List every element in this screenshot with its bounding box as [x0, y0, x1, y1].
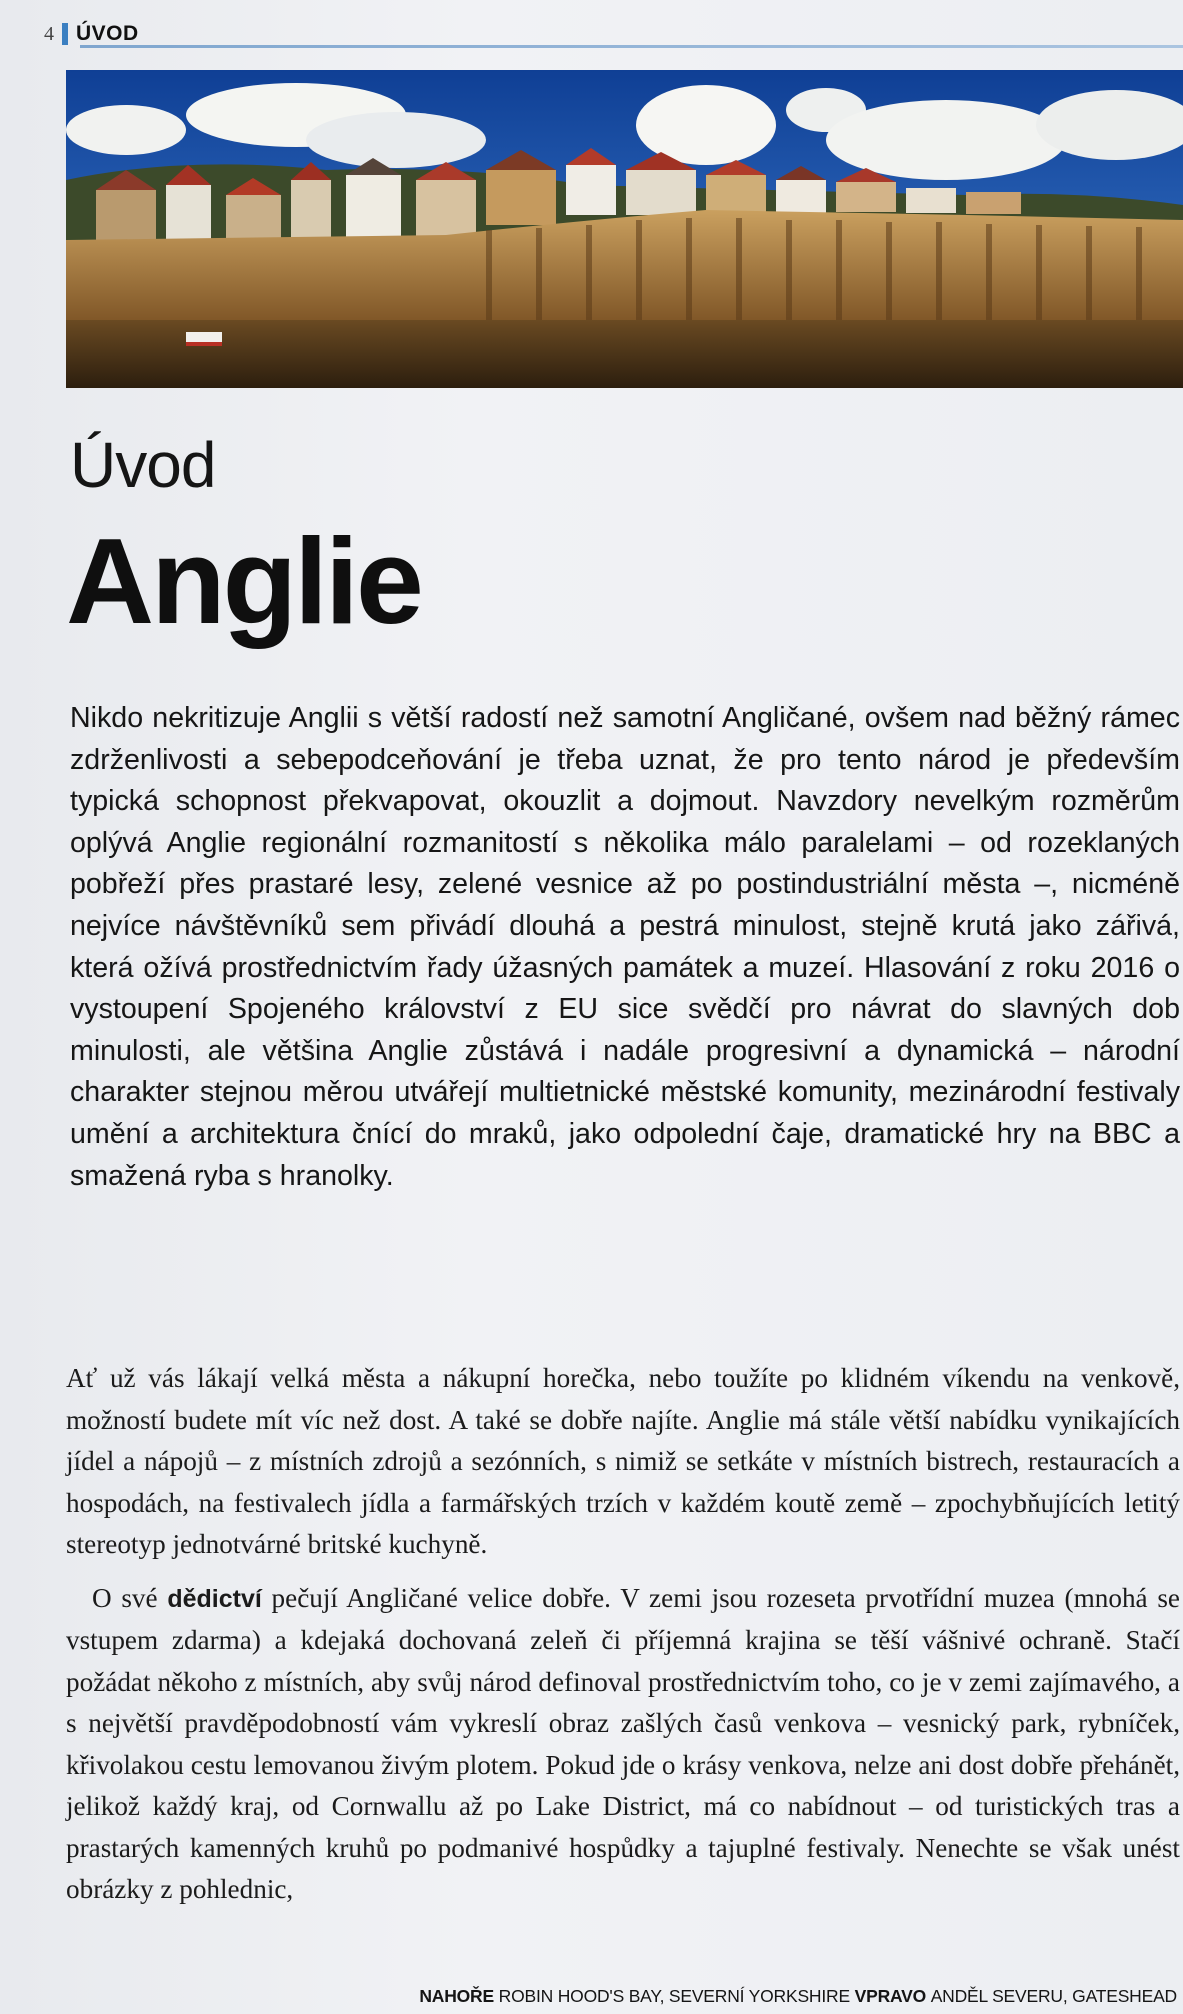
photo-illustration [66, 70, 1183, 388]
caption-text-top: ROBIN HOOD'S BAY, SEVERNÍ YORKSHIRE [498, 1986, 850, 2006]
lead-paragraph: Nikdo nekritizuje Anglii s větší radostí než samotní Angličané, ovšem nad běžný rámec zdrženlivosti a sebepodceňování je třeba uznat, že pro tento národ je především typická schopnost překvapovat, okouzlit a dojmout. Navzdory nevelkým rozměrům oplývá Anglie regionální rozmanitostí s několika málo paralelami – od rozeklaných pobřeží přes prastaré lesy, zelené vesnice až po postindustriální města –, nicméně nejvíce návštěvníků sem přivádí dlouhá a pestrá minulost, stejně krutá jako zářivá, která ožívá prostřednictvím řady úžasných památek a muzeí. Hlasování z roku 2016 o vystoupení Spojeného království z EU sice svědčí pro návrat do slavných dob minulosti, ale většina Anglie zůstává i nadále progresivní a dynamická – národní charakter stejnou měrou utvářejí multietnické městské komunity, mezinárodní festivaly umění a architektura čnící do mraků, jako odpolední čaje, dramatické hry na BBC a smažená ryba s hranolky. [70, 702, 1180, 1192]
photo-caption [419, 1986, 1177, 2007]
caption-text-right: ANDĚL SEVERU, GATESHEAD [930, 1986, 1177, 2006]
caption-label-right: VPRAVO [854, 1986, 927, 2006]
header-rule [80, 45, 1183, 48]
caption-label-top: NAHOŘE [419, 1986, 494, 2006]
paragraph-2-start: O své [92, 1582, 168, 1613]
body-paragraph-1: Ať už vás lákají velká města a nákupní horečka, nebo toužíte po klidném víkendu na venkově, možností budete mít víc než dost. A také se dobře najíte. Anglie má stále větší nabídku vynikajících jídel a nápojů – z místních zdrojů a sezónních, s nimiž se setkáte v místních bistrech, restauracích a hospodách, na festivalech jídla a farmářských trzích v každém koutě země – zpochybňujících letitý stereotyp jednotvárné britské kuchyně. [66, 1363, 1180, 1559]
section-label: ÚVOD [76, 22, 139, 45]
running-head [44, 20, 139, 48]
intro-heading: Úvod [70, 429, 216, 501]
page-title: Anglie [66, 513, 421, 649]
coastal-village-photo [66, 70, 1183, 388]
paragraph-2-rest: pečují Angličané velice dobře. V zemi jsou rozeseta prvotřídní muzea (mnohá se vstupem zdarma) a kdejaká dochovaná zeleň či příjemná krajina se těší vášnivé ochraně. Stačí požádat někoho z místních, aby svůj národ definoval prostřednictvím toho, co je v zemi zajímavého, a s největší pravděpodobností vám vykreslí obraz zašlých časů venkova – vesnický park, rybníček, křivolakou cestu lemovanou živým plotem. Pokud jde o krásy venkova, nelze ani dost dobře přehánět, jelikož každý kraj, od Cornwallu až po Lake District, má co nabídnout – od turistických tras a prastarých kamenných kruhů po podmanivé hospůdky a tajuplné festivaly. Nenechte se však unést obrázky z pohlednic, [66, 1582, 1180, 1904]
body-text [66, 1358, 1180, 1911]
highlight-term: dědictví [167, 1584, 262, 1613]
body-paragraph-2 [66, 1578, 1180, 1911]
page-number: 4 [44, 22, 54, 45]
section-marker-bar [62, 23, 68, 45]
